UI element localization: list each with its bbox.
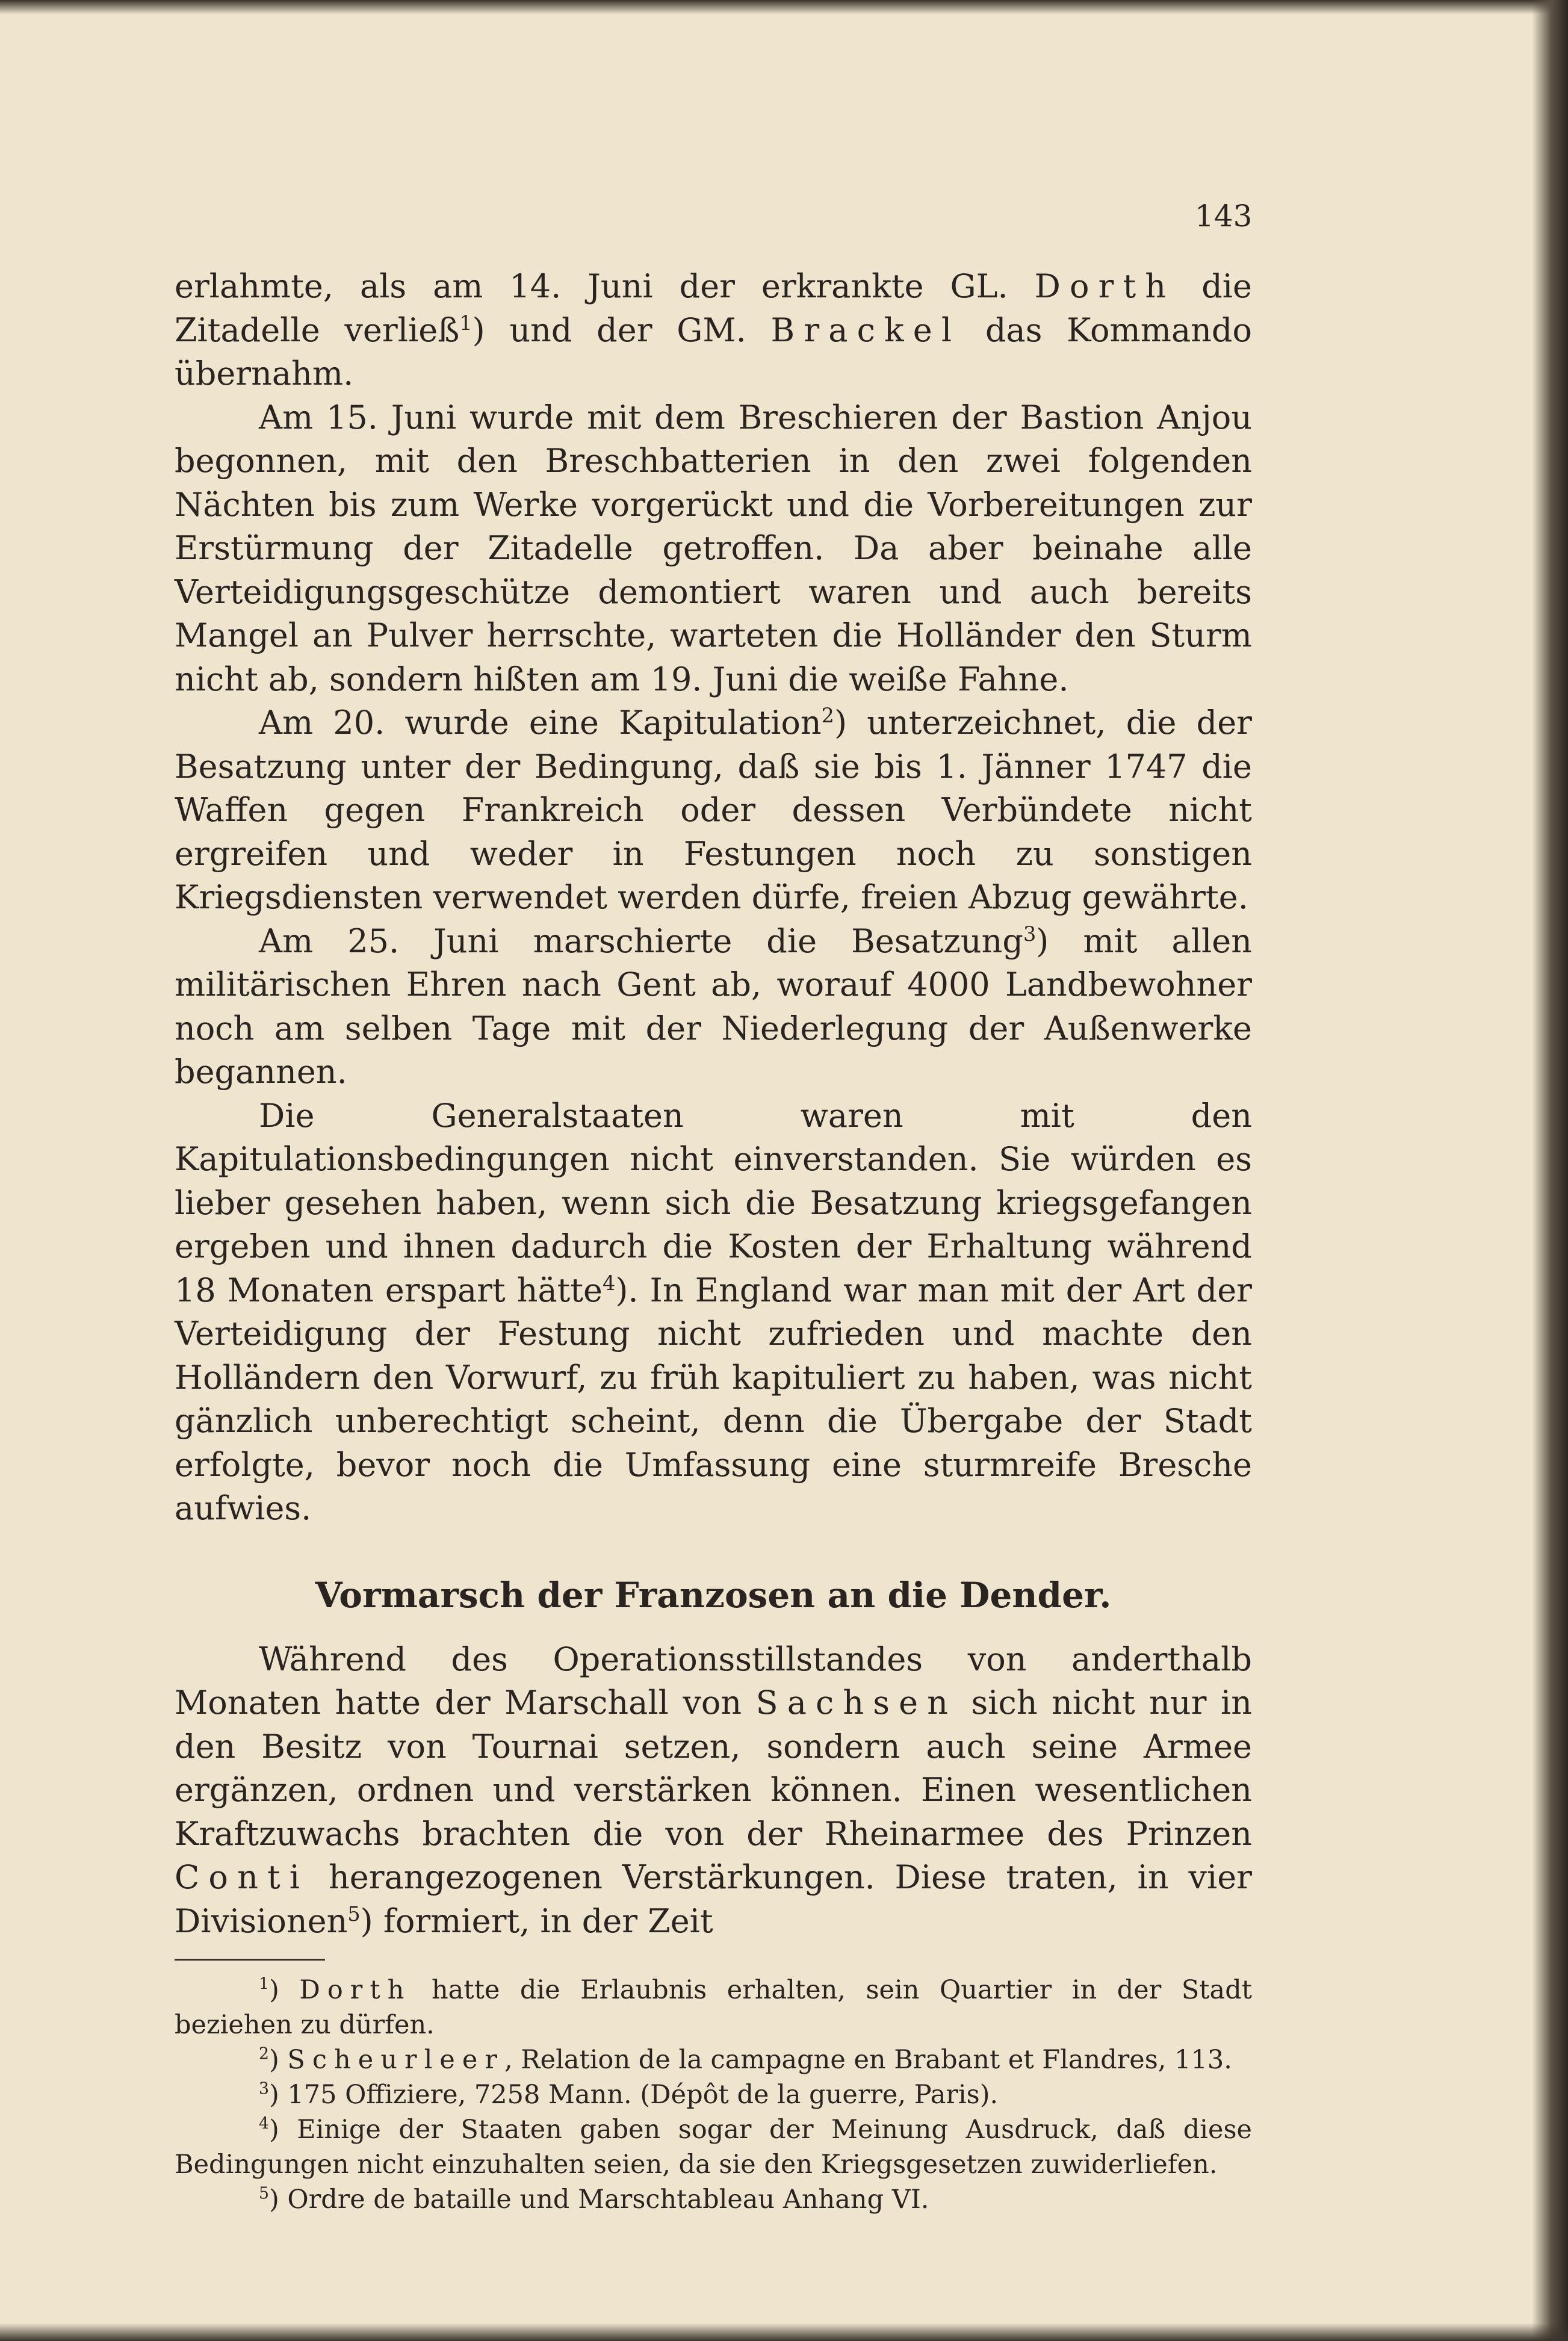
text-run: Am 25. Juni marschierte die Besatzung (259, 922, 1023, 960)
footnote (175, 1973, 1252, 2042)
body-paragraph (175, 701, 1252, 920)
text-run: ) formiert, in der Zeit (360, 1902, 713, 1940)
spaced-name: Dorth (1034, 267, 1176, 305)
text-run: herangezogenen Verstärkungen. Diese traten, in vier Divisionen (175, 1858, 1252, 1940)
spaced-name: Sachsen (755, 1684, 958, 1722)
text-run: ) (268, 2045, 288, 2075)
scan-bottom-edge (0, 2323, 1568, 2341)
text-run: Während des Operationsstillstandes von anderthalb Monaten hatte der Marschall von (175, 1640, 1252, 1722)
footnote-marker: 2 (821, 704, 834, 727)
text-run: Am 20. wurde eine Kapitulation (259, 704, 822, 742)
footnote-marker: 1 (459, 311, 473, 335)
text-run: , Relation de la campagne en Brabant et Flandres, 113. (504, 2045, 1232, 2075)
section-paragraph (175, 1638, 1252, 1944)
page-body (175, 265, 1252, 2217)
footnote-marker: 3 (259, 2079, 269, 2098)
footnotes (175, 1973, 1252, 2217)
footnote (175, 2077, 1252, 2112)
text-run: die Zitadelle verließ (175, 267, 1252, 349)
text-run: Die Generalstaaten waren mit den Kapitulationsbedingungen nicht einverstanden. Sie würden es lieber gesehen haben, wenn sich die Besatzung kriegsgefangen ergeben und ihnen dadurch die Kosten der Erhaltung während 18 Monaten erspart hätte (175, 1096, 1252, 1309)
text-run: ) und der GM. (472, 311, 771, 349)
footnote-marker: 5 (259, 2184, 269, 2203)
text-run: Am 15. Juni wurde mit dem Breschieren der Bastion Anjou begonnen, mit den Breschbatterien in den zwei folgenden Nächten bis zum Werke vorgerückt und die Vorbereitungen zur Erstürmung der Zitadelle getroffen. Da aber beinahe alle Verteidigungsgeschütze demontiert waren und auch bereits Mangel an Pulver herrschte, warteten die Holländer den Sturm nicht ab, sondern hißten am 19. Juni die weiße Fahne. (175, 398, 1252, 698)
spaced-name: Brackel (770, 311, 961, 349)
page-number: 143 (1195, 199, 1253, 234)
body-paragraph (175, 265, 1252, 396)
footnote (175, 2042, 1252, 2077)
scan-top-edge (0, 0, 1568, 14)
footnote (175, 2182, 1252, 2217)
footnote-separator (175, 1959, 325, 1961)
spaced-name: Scheurleer (287, 2045, 504, 2075)
text-run: sich nicht nur in den Besitz von Tournai setzen, sondern auch seine Armee ergänzen, ordnen und verstärken können. Einen wesentlichen Kraftzuwachs brachten die von der Rheinarmee des Prinzen (175, 1684, 1252, 1853)
footnote-marker: 2 (259, 2044, 269, 2063)
text-run: ) mit allen militärischen Ehren nach Gent ab, worauf 4000 Landbewohner noch am selben Tage mit der Niederlegung der Außenwerke begannen. (175, 922, 1252, 1091)
footnote-marker: 4 (259, 2114, 269, 2133)
body-paragraphs (175, 265, 1252, 1531)
footnote-marker: 1 (259, 1974, 269, 1994)
footnote-marker: 3 (1023, 922, 1037, 946)
text-run: ). In England war man mit der Art der Verteidigung der Festung nicht zufrieden und machte den Holländern den Vorwurf, zu früh kapituliert zu haben, was nicht gänzlich unberechtigt scheint, denn die Übergabe der Stadt erfolgte, bevor noch die Umfassung eine sturmreife Bresche aufwies. (175, 1271, 1252, 1527)
text-run: ) Einige der Staaten gaben sogar der Meinung Ausdruck, daß diese Bedingungen nicht einzuhalten seien, da sie den Kriegsgesetzen zuwiderliefen. (175, 2115, 1252, 2180)
footnote-marker: 5 (347, 1902, 361, 1926)
section-paragraphs (175, 1638, 1252, 1944)
spaced-name: Dorth (299, 1975, 412, 2005)
text-run: ) (268, 1975, 300, 2005)
body-paragraph (175, 1094, 1252, 1531)
text-run: ) unterzeichnet, die der Besatzung unter der Bedingung, daß sie bis 1. Jänner 1747 die Waffen gegen Frankreich oder dessen Verbündete nicht ergreifen und weder in Festungen noch zu sonstigen Kriegsdiensten verwendet werden dürfe, freien Abzug gewährte. (175, 704, 1252, 916)
footnote (175, 2112, 1252, 2182)
scan-page-edge-shadow (1532, 0, 1568, 2341)
text-run: hatte die Erlaubnis erhalten, sein Quartier in der Stadt beziehen zu dürfen. (175, 1975, 1252, 2040)
body-paragraph (175, 920, 1252, 1094)
text-run: ) Ordre de bataille und Marschtableau Anhang VI. (268, 2184, 929, 2215)
text-run: das Kommando übernahm. (175, 311, 1252, 392)
footnote-marker: 4 (603, 1271, 616, 1295)
text-run: erlahmte, als am 14. Juni der erkrankte GL. (175, 267, 1035, 305)
section-heading: Vormarsch der Franzosen an die Dender. (315, 1574, 1112, 1616)
body-paragraph (175, 396, 1252, 702)
text-run: ) 175 Offiziere, 7258 Mann. (Dépôt de la guerre, Paris). (268, 2080, 999, 2110)
spaced-name: Conti (175, 1858, 309, 1896)
